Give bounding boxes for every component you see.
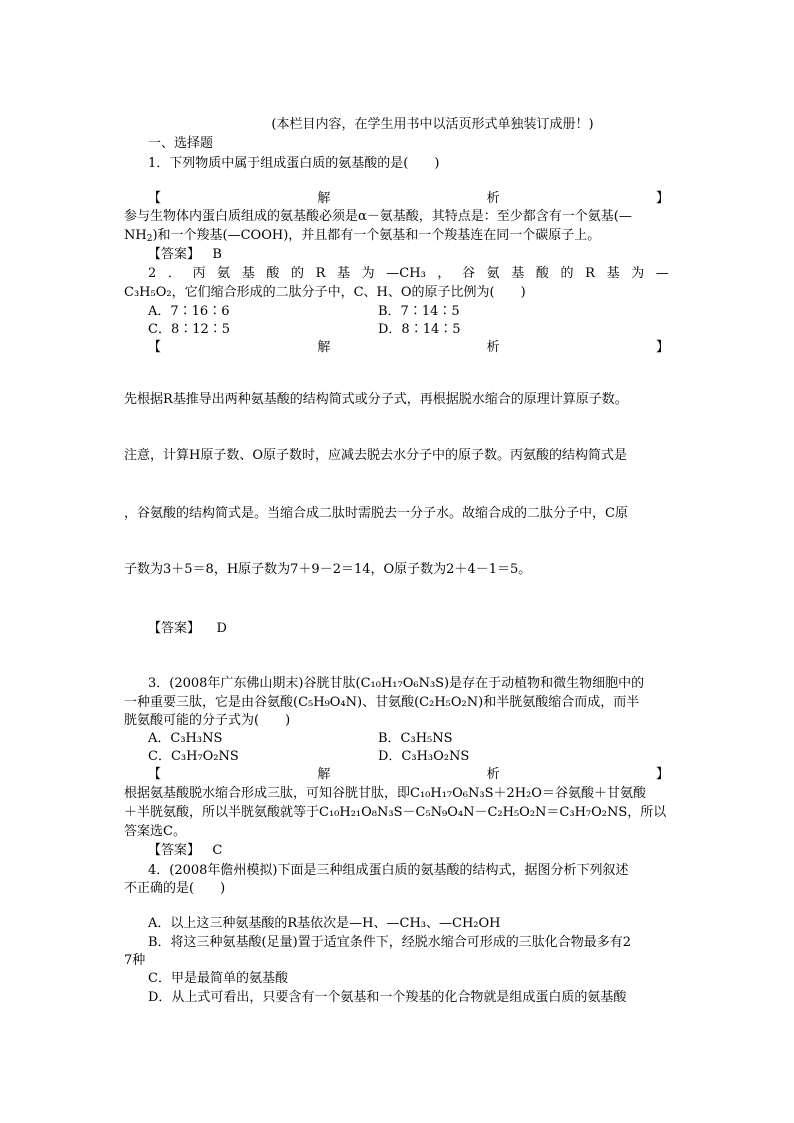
bracket-open: 【 <box>148 191 162 206</box>
q2-stem-part: 为 <box>631 266 645 281</box>
q2-stem-part: 的 <box>291 266 305 281</box>
q3-explanation-line-2: ＋半胱氨酸，所以半胱氨酸就等于C₁₀H₂₁O₈N₃S－C₅N₉O₄N－C₂H₅O₂N＝C₃H₇O₂NS，所以 <box>124 805 667 820</box>
bracket-close: 】 <box>655 191 669 206</box>
q3-option-c: C．C₃H₇O₂NS <box>148 749 239 764</box>
answer-label: 【答案】 <box>148 247 201 262</box>
q3-stem-line-2: 一种重要三肽，它是由谷氨酸(C₅H₉O₄N)、甘氨酸(C₂H₅O₂N)和半胱氨酸缩合而成，而半 <box>124 695 640 710</box>
q3-answer-value: C <box>212 843 223 858</box>
q2-stem-part: 酸 <box>535 266 549 281</box>
answer-label: 【答案】 <box>148 621 201 636</box>
q2-option-d: D．8∶14∶5 <box>378 322 461 337</box>
q2-stem-part: 为 <box>361 266 375 281</box>
q4-option-b-line-2: 7种 <box>124 953 146 968</box>
q2-option-a: A．7∶16∶6 <box>148 304 230 319</box>
section-title: 一、选择题 <box>148 136 214 151</box>
q2-stem-part: —CH₃ <box>386 266 426 281</box>
q2-stem-part: 基 <box>606 266 620 281</box>
q3-jiexi-heading <box>148 766 669 784</box>
q2-stem-part: 丙 <box>192 266 206 281</box>
q3-options-row-2 <box>148 748 669 766</box>
q2-stem-part: 氨 <box>486 266 500 281</box>
q3-stem-line-3: 胱氨酸可能的分子式为( ) <box>124 713 291 728</box>
q2-answer-value: D <box>216 621 227 636</box>
q4-option-c: C．甲是最简单的氨基酸 <box>148 971 288 986</box>
q1-explanation-line-2 <box>124 227 669 245</box>
q2-stem-part: 2 <box>148 266 157 281</box>
q2-stem-line-1 <box>148 265 669 283</box>
q2-options-row-2 <box>148 321 669 339</box>
header-note: (本栏目内容，在学生用书中以活页形式单独装订成册！) <box>271 117 594 132</box>
jiexi-char-1: 解 <box>317 191 331 206</box>
q2-stem-part: 酸 <box>266 266 280 281</box>
q3-option-b: B．C₃H₅NS <box>378 731 453 746</box>
q3-options-row-1 <box>148 730 669 748</box>
answer-label: 【答案】 <box>148 843 201 858</box>
q2-option-c: C．8∶12∶5 <box>148 322 231 337</box>
q3-explanation-line-1: 根据氨基酸脱水缩合形成三肽，可知谷胱甘肽，即C₁₀H₁₇O₆N₃S＋2H₂O＝谷氨酸＋甘氨酸 <box>124 786 646 801</box>
q2-stem-part: 基 <box>337 266 351 281</box>
q1-answer <box>148 246 669 264</box>
q3-explanation-line-3: 答案选C。 <box>124 824 186 839</box>
nh-text: NH <box>124 228 147 243</box>
q2-stem-part: 基 <box>511 266 525 281</box>
q2-options-row-1 <box>148 303 669 321</box>
jiexi-char-1: 解 <box>317 340 331 355</box>
q2-stem-part: 谷 <box>462 266 476 281</box>
q2-stem-part: R <box>585 266 595 281</box>
q2-stem-part: — <box>655 266 669 281</box>
q2-explanation-line-1: 先根据R基推导出两种氨基酸的结构简式或分子式，再根据脱水缩合的原理计算原子数。 <box>124 392 628 407</box>
q3-stem-line-1: 3．(2008年广东佛山期末)谷胱甘肽(C₁₀H₁₇O₆N₃S)是存在于动植物和微生物细胞中的 <box>148 676 645 691</box>
q4-option-d: D．从上式可看出，只要含有一个氨基和一个羧基的化合物就是组成蛋白质的氨基酸 <box>148 990 627 1005</box>
jiexi-char-1: 解 <box>317 767 331 782</box>
q2-stem-part: 氨 <box>217 266 231 281</box>
q2-stem-part: R <box>315 266 326 281</box>
q2-explanation-line-3: ，谷氨酸的结构简式是。当缩合成二肽时需脱去一分子水。故缩合成的二肽分子中，C原 <box>124 506 628 521</box>
q2-jiexi-heading <box>148 339 669 357</box>
q1-stem: 1．下列物质中属于组成蛋白质的氨基酸的是( ) <box>148 156 440 171</box>
q2-option-b: B．7∶14∶5 <box>378 304 460 319</box>
bracket-open: 【 <box>148 340 162 355</box>
q2-stem-part: 的 <box>560 266 574 281</box>
q1-answer-value: B <box>212 247 222 262</box>
q3-option-d: D．C₃H₃O₂NS <box>378 749 470 764</box>
q4-stem-line-2: 不正确的是( ) <box>124 881 226 896</box>
jiexi-char-2: 析 <box>486 767 500 782</box>
q2-stem-line-2: C₃H₅O₂，它们缩合形成的二肽分子中，C、H、O的原子比例为( ) <box>124 285 526 300</box>
q2-stem-part: ， <box>437 266 451 281</box>
q2-explanation-line-4: 子数为3＋5＝8，H原子数为7＋9－2＝14，O原子数为2＋4－1＝5。 <box>124 562 532 577</box>
q1-explanation-rest: )和一个羧基(—COOH)，并且都有一个氨基和一个羧基连在同一个碳原子上。 <box>152 228 601 243</box>
q1-jiexi-heading <box>148 190 669 208</box>
q3-option-a: A．C₃H₃NS <box>148 731 223 746</box>
jiexi-char-2: 析 <box>486 340 500 355</box>
q3-answer <box>148 842 669 860</box>
q4-option-a: A．以上这三种氨基酸的R基依次是—H、—CH₃、—CH₂OH <box>148 916 501 931</box>
q4-option-b-line-1: B．将这三种氨基酸(足量)置于适宜条件下，经脱水缩合可形成的三肽化合物最多有2 <box>148 935 631 950</box>
jiexi-char-2: 析 <box>486 191 500 206</box>
bracket-open: 【 <box>148 767 162 782</box>
nh-subscript: 2 <box>146 234 153 244</box>
q2-explanation-line-2: 注意，计算H原子数、O原子数时，应减去脱去水分子中的原子数。丙氨酸的结构简式是 <box>124 448 627 463</box>
bracket-close: 】 <box>655 340 669 355</box>
bracket-close: 】 <box>655 767 669 782</box>
q4-stem-line-1: 4．(2008年儋州模拟)下面是三种组成蛋白质的氨基酸的结构式，据图分析下列叙述 <box>148 863 629 878</box>
q2-stem-part: 基 <box>241 266 255 281</box>
q1-explanation-line-1: 参与生物体内蛋白质组成的氨基酸必须是α－氨基酸，其特点是：至少都含有一个氨基(— <box>124 209 632 224</box>
q2-answer <box>148 620 669 638</box>
q2-stem-part: ． <box>167 266 181 281</box>
